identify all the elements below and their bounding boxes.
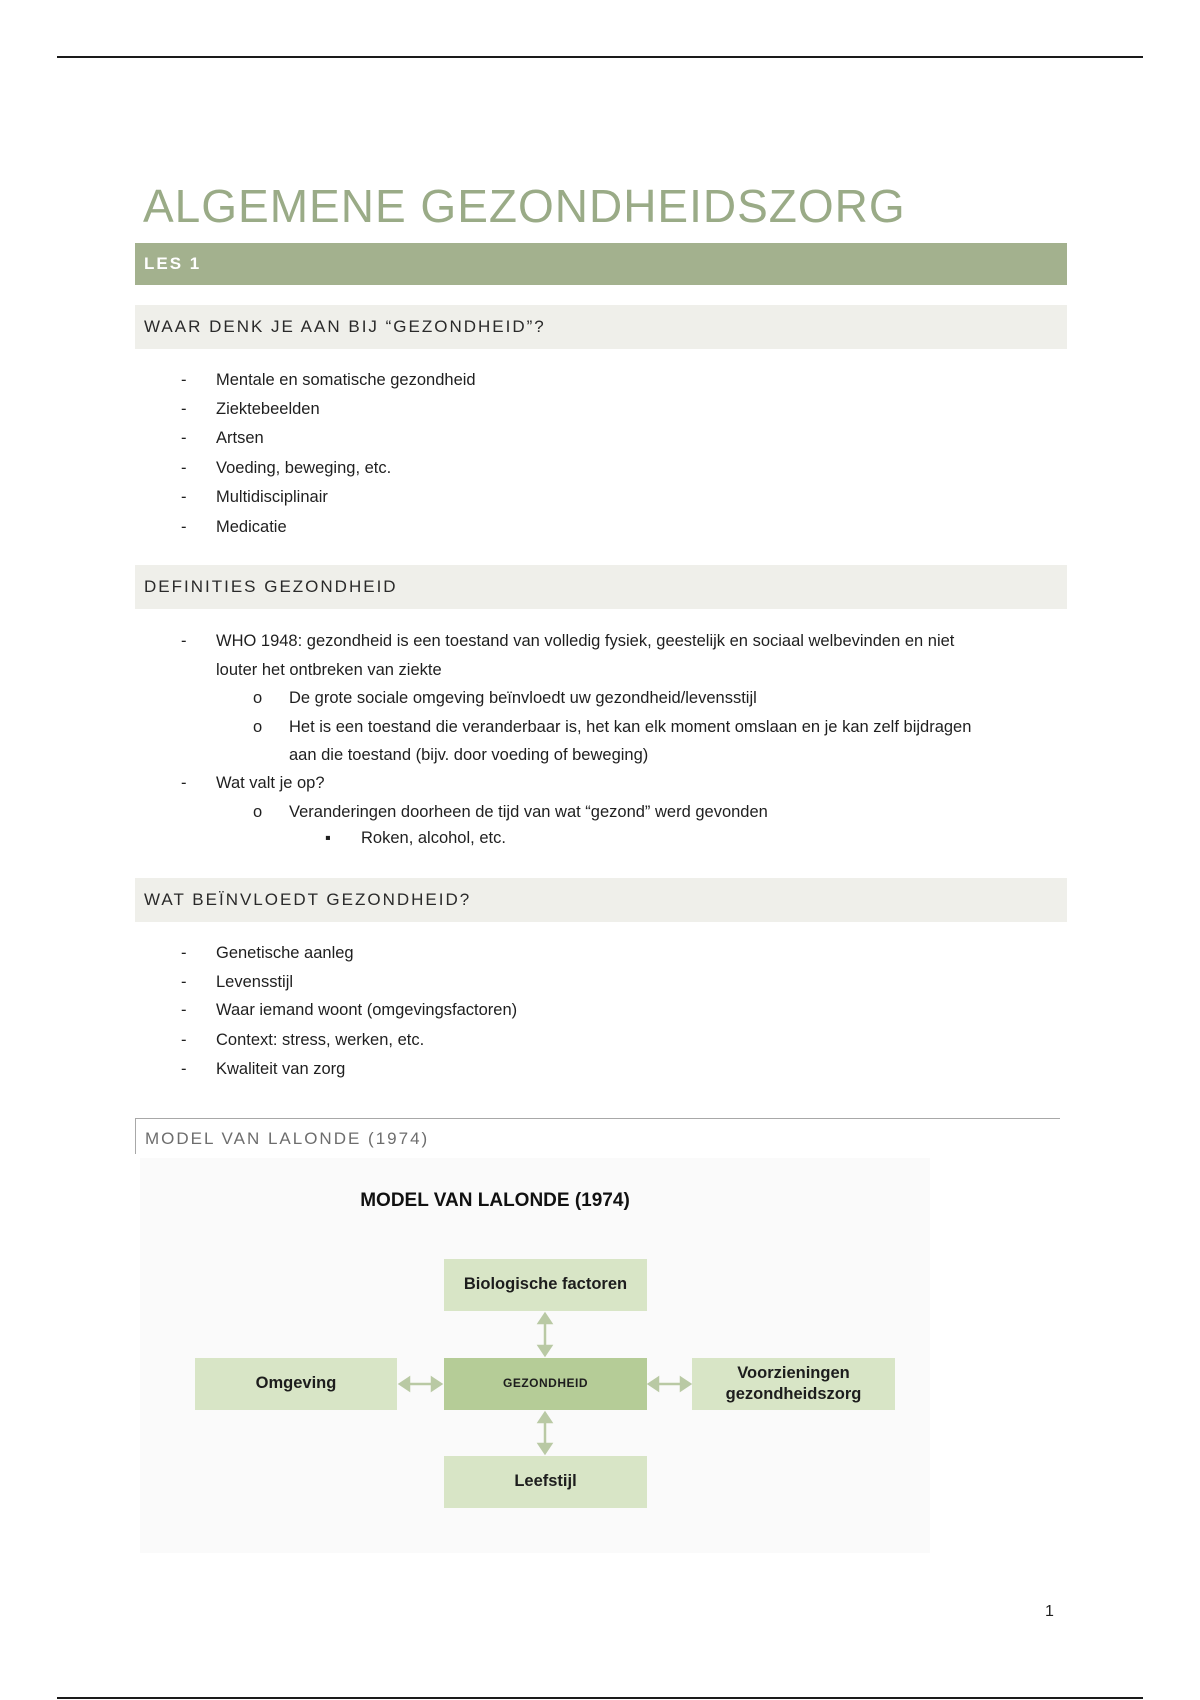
list-marker: - <box>181 1060 187 1078</box>
list-marker: - <box>181 774 187 792</box>
sub-item: Veranderingen doorheen de tijd van wat “gezond” werd gevonden <box>289 803 768 821</box>
box-voorzieningen-line1: Voorzieningen <box>737 1363 850 1382</box>
list-marker: - <box>181 632 187 650</box>
list-marker: o <box>253 718 263 736</box>
list-item: Ziektebeelden <box>216 400 320 418</box>
section-heading-definities: DEFINITIES GEZONDHEID <box>135 565 1067 609</box>
list-marker: - <box>181 518 187 536</box>
sub-item-line2: aan die toestand (bijv. door voeding of beweging) <box>289 746 649 764</box>
arrow-right-head-left <box>649 1378 658 1390</box>
list-marker: - <box>181 1001 187 1019</box>
arrow-right-head-right <box>681 1378 690 1390</box>
list-item: Waar iemand woont (omgevingsfactoren) <box>216 1001 518 1019</box>
sub-sub-item: Roken, alcohol, etc. <box>361 829 506 847</box>
arrow-top-head-up <box>539 1314 551 1323</box>
arrow-bottom-head-up <box>539 1413 551 1422</box>
arrow-left-head-left <box>400 1378 409 1390</box>
box-omgeving: Omgeving <box>195 1358 397 1410</box>
list-item: Artsen <box>216 429 264 447</box>
lesson-heading: LES 1 <box>135 243 1067 285</box>
box-gezondheid: GEZONDHEID <box>444 1358 647 1410</box>
list-marker: - <box>181 973 187 991</box>
arrow-bottom-head-down <box>539 1444 551 1453</box>
list-item-who-line2: louter het ontbreken van ziekte <box>216 661 442 679</box>
arrow-top-head-down <box>539 1346 551 1355</box>
bottom-rule <box>57 1697 1143 1699</box>
diagram-arrows <box>140 1158 930 1553</box>
list-item: Genetische aanleg <box>216 944 354 962</box>
box-leefstijl: Leefstijl <box>444 1456 647 1508</box>
list-item: Wat valt je op? <box>216 774 325 792</box>
top-rule <box>57 56 1143 58</box>
list-marker: - <box>181 944 187 962</box>
lalonde-diagram <box>140 1158 930 1553</box>
list-item: Medicatie <box>216 518 287 536</box>
box-voorzieningen-line2: gezondheidszorg <box>725 1385 862 1403</box>
list-marker: o <box>253 803 263 821</box>
list-item: Kwaliteit van zorg <box>216 1060 346 1078</box>
box-biologische-factoren: Biologische factoren <box>444 1259 647 1311</box>
list-item: Multidisciplinair <box>216 488 328 506</box>
list-marker: - <box>181 429 187 447</box>
list-marker: - <box>181 459 187 477</box>
diagram-title: MODEL VAN LALONDE (1974) <box>360 1190 630 1211</box>
list-item: Levensstijl <box>216 973 294 991</box>
arrow-left-head-right <box>432 1378 441 1390</box>
list-marker: - <box>181 400 187 418</box>
document-title: ALGEMENE GEZONDHEIDSZORG <box>143 179 906 232</box>
list-item: Voeding, beweging, etc. <box>216 459 392 477</box>
list-item-who-line1: WHO 1948: gezondheid is een toestand van volledig fysiek, geestelijk en sociaal welbevinden en niet <box>216 632 955 650</box>
list-marker: - <box>181 488 187 506</box>
arrows-group <box>400 1314 690 1453</box>
page-number: 1 <box>1045 1603 1054 1620</box>
section-heading-gezondheid: WAAR DENK JE AAN BIJ “GEZONDHEID”? <box>135 305 1067 349</box>
list-item: Context: stress, werken, etc. <box>216 1031 425 1049</box>
list-marker: o <box>253 689 263 707</box>
sub-item-line1: Het is een toestand die veranderbaar is, het kan elk moment omslaan en je kan zelf bijdragen <box>289 718 972 736</box>
sub-item: De grote sociale omgeving beïnvloedt uw gezondheid/levensstijl <box>289 689 757 707</box>
list-marker: - <box>181 1031 187 1049</box>
section-heading-lalonde: MODEL VAN LALONDE (1974) <box>135 1118 1060 1154</box>
list-item: Mentale en somatische gezondheid <box>216 371 476 389</box>
list-marker: ▪ <box>325 829 331 847</box>
section-heading-beinvloedt: WAT BEÏNVLOEDT GEZONDHEID? <box>135 878 1067 922</box>
list-marker: - <box>181 371 187 389</box>
